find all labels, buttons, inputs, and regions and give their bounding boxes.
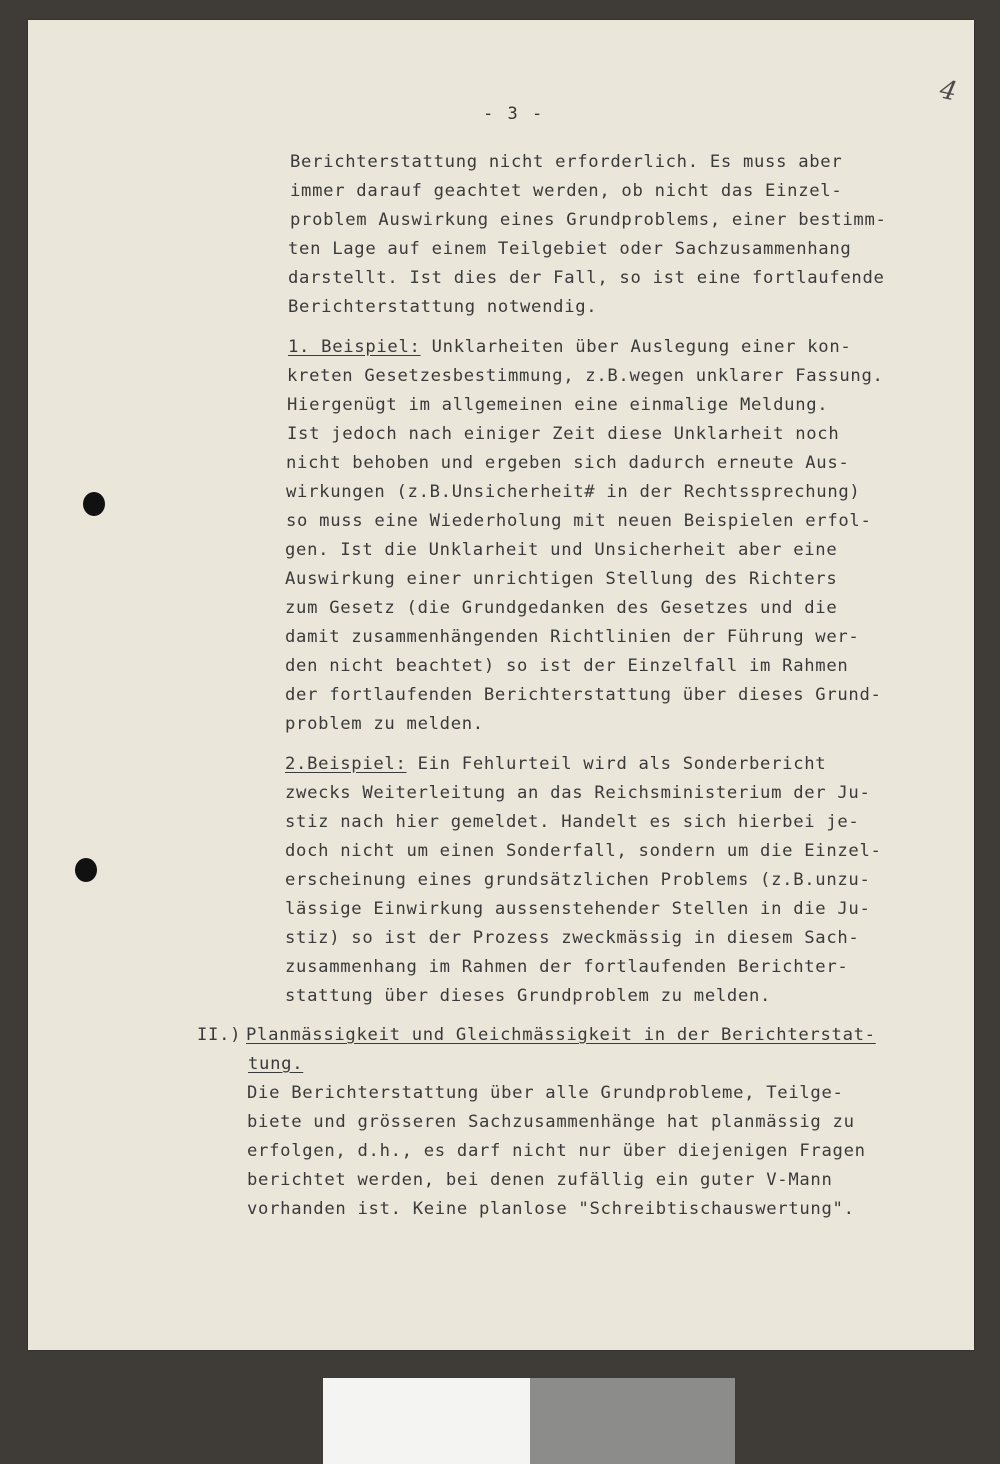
text-line: erfolgen, d.h., es darf nicht nur über diejenigen Fragen: [247, 1141, 866, 1161]
text-line: damit zusammenhängenden Richtlinien der Führung wer-: [285, 627, 860, 647]
example-1-label: 1. Beispiel:: [288, 337, 421, 357]
example-1-first-line: [288, 337, 851, 357]
text-line: immer darauf geachtet werden, ob nicht das Einzel-: [290, 181, 843, 201]
calibration-gray-patch: [530, 1378, 735, 1464]
text-line: Die Berichterstattung über alle Grundprobleme, Teilge-: [247, 1083, 844, 1103]
text-line: problem zu melden.: [285, 714, 484, 734]
text-line: berichtet werden, bei denen zufällig ein guter V-Mann: [247, 1170, 833, 1190]
text-line: biete und grösseren Sachzusammenhänge hat planmässig zu: [247, 1112, 855, 1132]
text-line: Hiergenügt im allgemeinen eine einmalige Meldung.: [287, 395, 829, 415]
text-line: Berichterstattung nicht erforderlich. Es muss aber: [290, 152, 843, 172]
text-line: vorhanden ist. Keine planlose "Schreibtischauswertung".: [247, 1199, 855, 1219]
text-line: kreten Gesetzesbestimmung, z.B.wegen unklarer Fassung.: [287, 366, 884, 386]
text-line: gen. Ist die Unklarheit und Unsicherheit aber eine: [285, 540, 838, 560]
page-number: - 3 -: [483, 104, 545, 124]
text-line: stiz nach hier gemeldet. Handelt es sich hierbei je-: [285, 812, 860, 832]
text-line: der fortlaufenden Berichterstattung über dieses Grund-: [285, 685, 882, 705]
text-line: stattung über dieses Grundproblem zu melden.: [285, 986, 772, 1006]
text-line: so muss eine Wiederholung mit neuen Beispielen erfol-: [286, 511, 872, 531]
text-line: stiz) so ist der Prozess zweckmässig in diesem Sach-: [285, 928, 860, 948]
punch-hole-bottom: [75, 858, 97, 882]
calibration-white-patch: [323, 1378, 530, 1464]
text-line: Ist jedoch nach einiger Zeit diese Unklarheit noch: [287, 424, 840, 444]
text-line: darstellt. Ist dies der Fall, so ist eine fortlaufende: [288, 268, 885, 288]
section-2-number: II.): [197, 1025, 242, 1045]
text-line: lässige Einwirkung aussenstehender Stellen in die Ju-: [285, 899, 871, 919]
text-line: Berichterstattung notwendig.: [288, 297, 598, 317]
text-line: erscheinung eines grundsätzlichen Problems (z.B.unzu-: [285, 870, 871, 890]
text-line: wirkungen (z.B.Unsicherheit# in der Rechtssprechung): [286, 482, 861, 502]
example-2-first-line-text: Ein Fehlurteil wird als Sonderbericht: [406, 754, 827, 774]
text-line: Auswirkung einer unrichtigen Stellung des Richters: [285, 569, 838, 589]
example-1-first-line-text: Unklarheiten über Auslegung einer kon-: [420, 337, 852, 357]
text-line: doch nicht um einen Sonderfall, sondern um die Einzel-: [285, 841, 882, 861]
text-line: zusammenhang im Rahmen der fortlaufenden Berichter-: [285, 957, 849, 977]
punch-hole-top: [83, 492, 105, 516]
text-line: zum Gesetz (die Grundgedanken des Gesetzes und die: [285, 598, 838, 618]
example-2-label: 2.Beispiel:: [285, 754, 407, 774]
section-2-heading-line-1: Planmässigkeit und Gleichmässigkeit in der Berichterstat-: [246, 1025, 876, 1045]
text-line: nicht behoben und ergeben sich dadurch erneute Aus-: [286, 453, 850, 473]
text-line: den nicht beachtet) so ist der Einzelfall im Rahmen: [285, 656, 849, 676]
text-line: zwecks Weiterleitung an das Reichsministerium der Ju-: [285, 783, 871, 803]
text-line: ten Lage auf einem Teilgebiet oder Sachzusammenhang: [288, 239, 852, 259]
example-2-first-line: [285, 754, 826, 774]
section-2-heading-line-2: tung.: [248, 1054, 304, 1074]
folio-mark: 4: [937, 74, 960, 108]
text-line: problem Auswirkung eines Grundproblems, einer bestimm-: [290, 210, 887, 230]
